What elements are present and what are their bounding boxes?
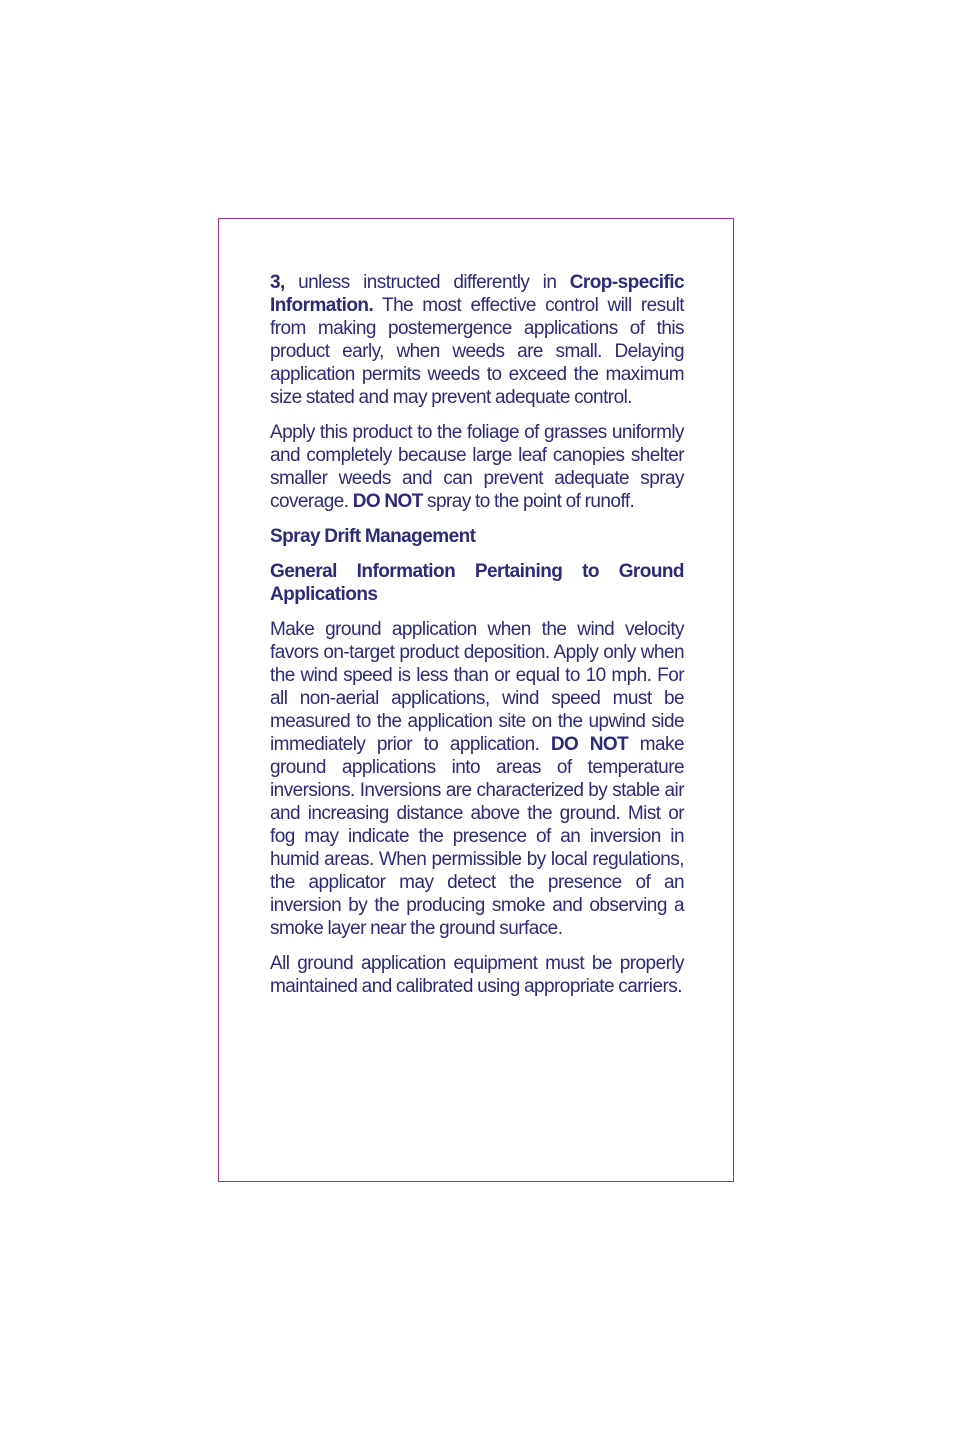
paragraph-text: Make ground application when the wind velocity favors on-target product deposition. Apply only when the wind speed is less than or equal to 10 mph. For all non-aerial applications, wind speed must be measured to the application site on the upwind side immediately prior to application. [270,619,684,755]
crop-specific-reference: Crop-specific Information. [270,272,684,316]
do-not-emphasis: DO NOT [352,491,423,512]
paragraph-application-timing [270,271,684,409]
paragraph-text: unless instructed differently in [284,272,570,293]
paragraph-text: spray to the point of runoff. [422,491,635,512]
paragraph-text: Apply this product to the foliage of grasses uniformly and completely because large leaf canopies shelter smaller weeds and can prevent adequate spray coverage. [270,422,684,512]
paragraph-ground-application-wind [270,618,684,940]
do-not-emphasis: DO NOT [550,734,629,755]
paragraph-text: The most effective control will result from making postemergence applications of this product early, when weeds are small. Delaying application permits weeds to exceed the maximum size stated and may prevent adequate control. [270,295,684,408]
subsection-heading-ground-applications: General Information Pertaining to Ground Applications [270,561,684,605]
paragraph-text: make ground applications into areas of temperature inversions. Inversions are characterized by stable air and increasing distance above the ground. Mist or fog may indicate the presence of an inversion in humid areas. When permissible by local regulations, the applicator may detect the presence of an inversion by the producing smoke and observing a smoke layer near the ground surface. [270,734,684,939]
label-panel-border [218,218,734,1182]
paragraph-foliage-coverage [270,421,684,513]
label-text-column [270,271,684,1010]
section-heading-spray-drift: Spray Drift Management [270,526,476,547]
paragraph-equipment-maintenance: All ground application equipment must be properly maintained and calibrated using appropriate carriers. [270,953,684,997]
continued-reference-number: 3, [270,272,285,293]
